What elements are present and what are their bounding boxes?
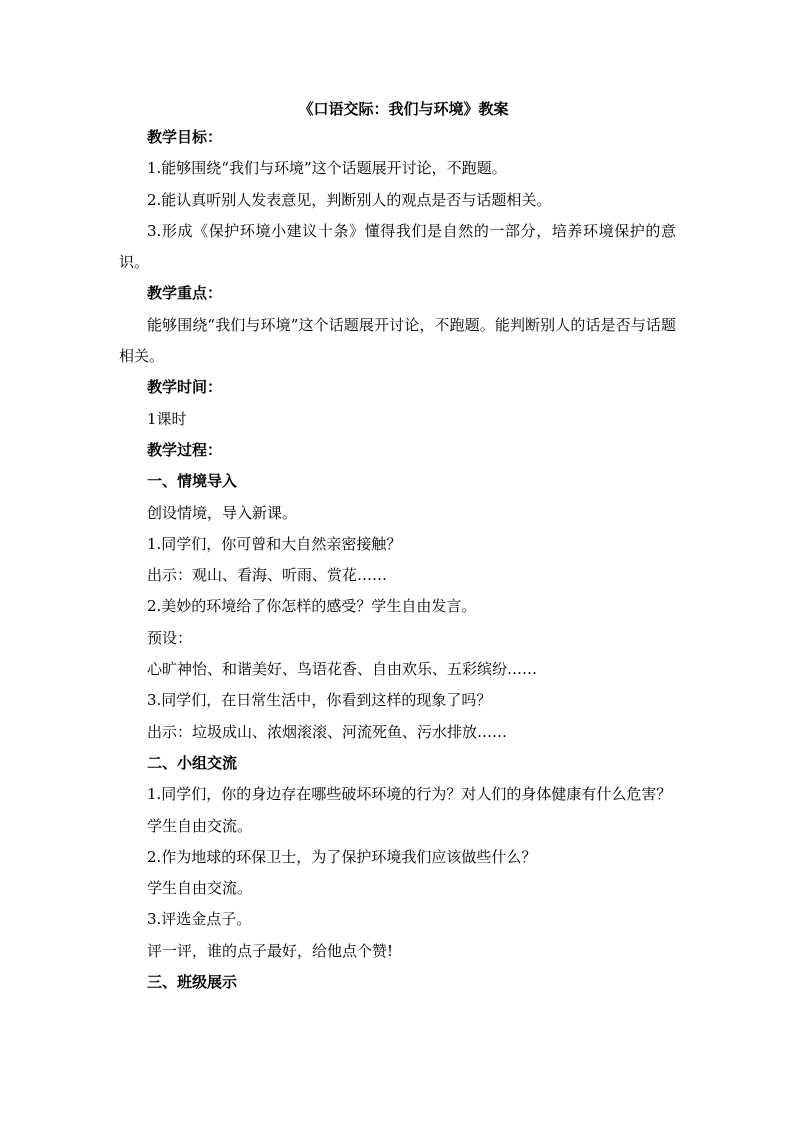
teaching-time-value: 1课时	[147, 409, 187, 428]
process-line: 3.同学们，在日常生活中，你看到这样的现象了吗？	[147, 691, 492, 710]
process-line: 心旷神怡、和谐美好、鸟语花香、自由欢乐、五彩缤纷……	[147, 660, 538, 679]
document-title: 《口语交际：我们与环境》教案	[298, 100, 509, 118]
heading-teaching-focus: 教学重点：	[147, 284, 223, 303]
process-line: 1.同学们，你可曾和大自然亲密接触？	[147, 534, 402, 553]
goal-item-1: 1.能够围绕“我们与环境”这个话题展开讨论，不跑题。	[147, 159, 507, 178]
process-line: 2.作为地球的环保卫士，为了保护环境我们应该做些什么？	[147, 847, 537, 866]
goal-item-2: 2.能认真听别人发表意见，判断别人的观点是否与话题相关。	[147, 190, 552, 209]
goal-item-3: 3.形成《保护环境小建议十条》懂得我们是自然的一部分，培养环境保护的意识。	[119, 221, 676, 272]
heading-teaching-goals: 教学目标：	[147, 128, 223, 146]
process-line: 预设：	[147, 628, 193, 647]
document-page	[119, 96, 676, 998]
process-line: 1.同学们，你的身边存在哪些破坏环境的行为？对人们的身体健康有什么危害？	[147, 785, 672, 804]
process-line: 学生自由交流。	[147, 879, 253, 898]
focus-text: 能够围绕“我们与环境”这个话题展开讨论，不跑题。能判断别人的话是否与话题相关。	[119, 315, 676, 366]
process-line: 出示：观山、看海、听雨、赏花……	[147, 566, 388, 585]
process-line: 3.评选金点子。	[147, 910, 252, 929]
heading-teaching-time: 教学时间：	[147, 378, 223, 397]
process-line: 评一评，谁的点子最好，给他点个赞!	[147, 941, 394, 960]
heading-teaching-process: 教学过程：	[147, 440, 223, 459]
section-heading-1: 一、情境导入	[147, 472, 238, 491]
section-heading-2: 二、小组交流	[147, 753, 238, 772]
process-line: 学生自由交流。	[147, 816, 253, 835]
process-line: 创设情境，导入新课。	[147, 503, 298, 522]
process-line: 出示：垃圾成山、浓烟滚滚、河流死鱼、污水排放……	[147, 722, 508, 741]
process-line: 2.美妙的环境给了你怎样的感受？学生自由发言。	[147, 597, 477, 616]
section-heading-3: 三、班级展示	[147, 973, 238, 992]
